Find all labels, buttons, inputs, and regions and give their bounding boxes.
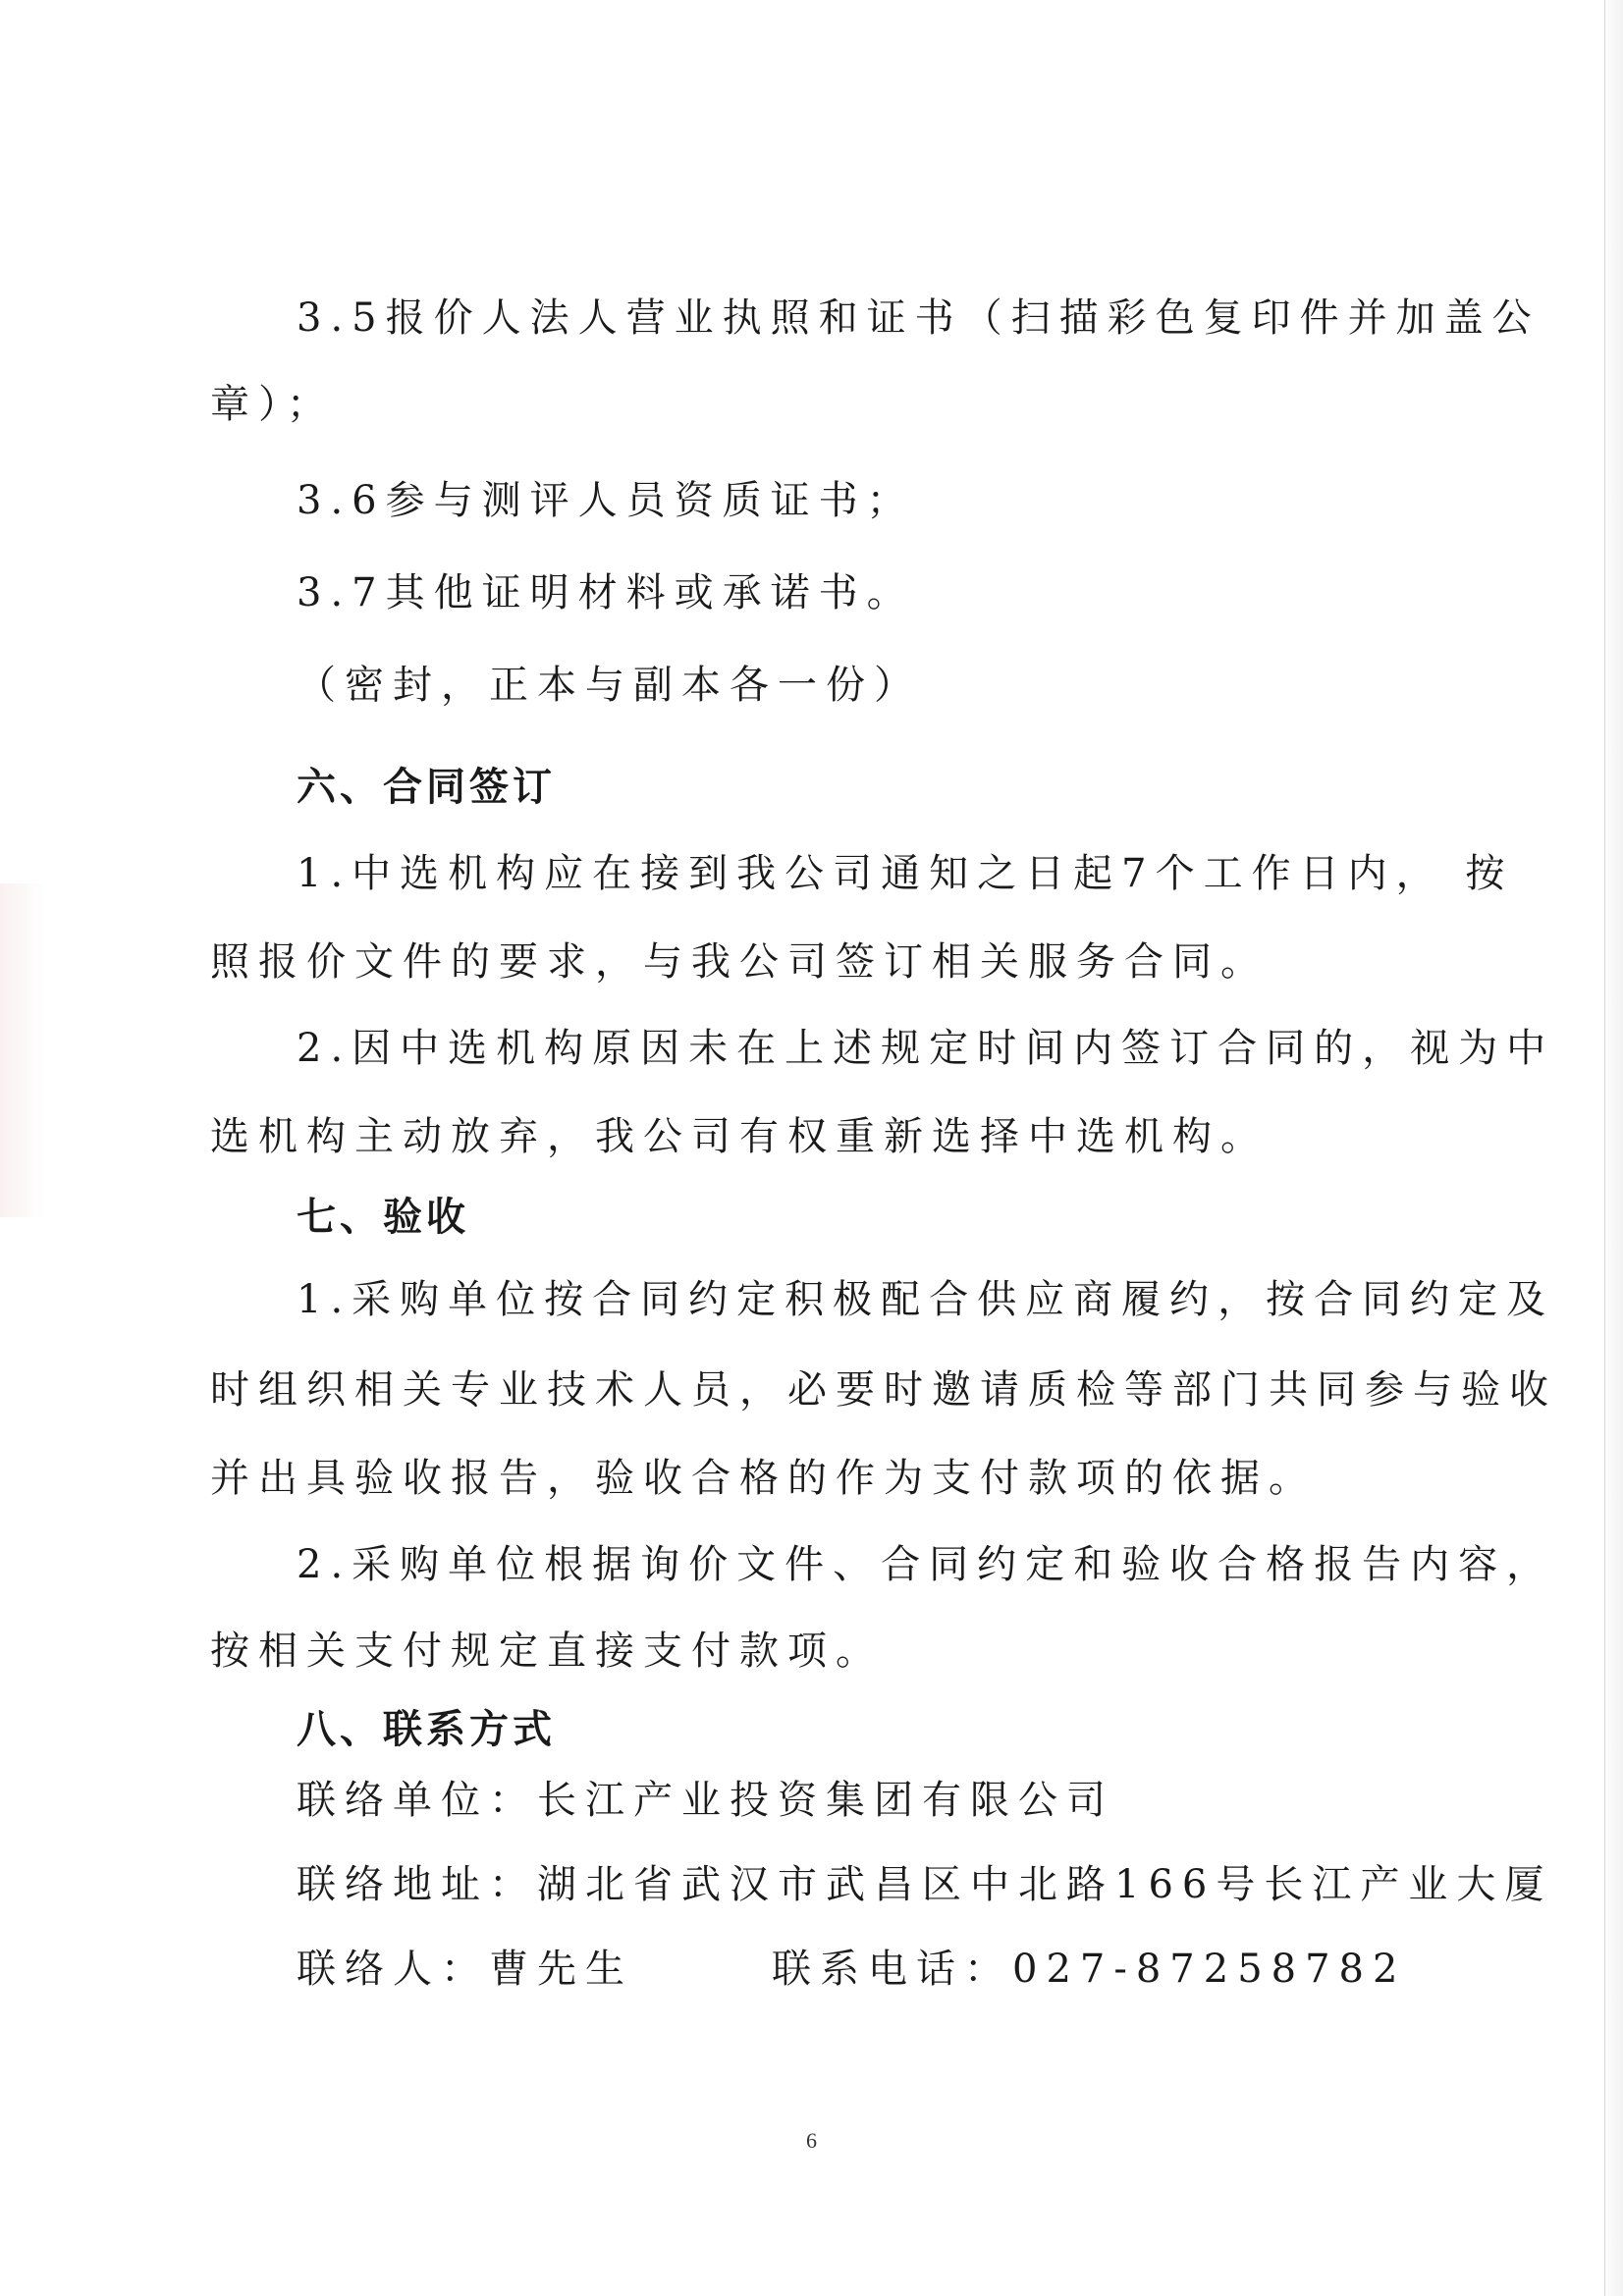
contact-address: 联络地址：湖北省武汉市武昌区中北路166号长江产业大厦 <box>297 1862 1553 1907</box>
item-3-5-line2: 章）； <box>210 382 335 427</box>
acceptance-p1-line1: 1.采购单位按合同约定积极配合供应商履约，按合同约定及 <box>297 1277 1555 1322</box>
item-3-5-line1: 3.5报价人法人营业执照和证书（扫描彩色复印件并加盖公 <box>297 295 1541 341</box>
section-heading-acceptance: 七、验收 <box>297 1195 469 1240</box>
acceptance-p2-line1: 2.采购单位根据询价文件、合同约定和验收合格报告内容， <box>297 1542 1555 1587</box>
page-number: 6 <box>806 2128 817 2153</box>
item-3-6: 3.6参与测评人员资质证书； <box>297 478 915 523</box>
item-3-7: 3.7其他证明材料或承诺书。 <box>297 570 915 615</box>
page-edge-shadow <box>1601 0 1623 2296</box>
section-heading-contact: 八、联系方式 <box>297 1707 556 1752</box>
contact-unit: 联络单位：长江产业投资集团有限公司 <box>297 1778 1114 1823</box>
contract-p1-line2: 照报价文件的要求，与我公司签订相关服务合同。 <box>210 939 1269 985</box>
contact-phone: 联系电话：027-87258782 <box>772 1947 1407 1992</box>
sealing-note: （密封，正本与副本各一份） <box>297 663 922 708</box>
scan-bleed-mark <box>0 883 45 1217</box>
contract-p2-line1: 2.因中选机构原因未在上述规定时间内签订合同的，视为中 <box>297 1026 1555 1071</box>
acceptance-p1-line3: 并出具验收报告，验收合格的作为支付款项的依据。 <box>210 1456 1317 1501</box>
contract-p1-line1: 1.中选机构应在接到我公司通知之日起7个工作日内， 按 <box>297 851 1514 896</box>
contract-p2-line2: 选机构主动放弃，我公司有权重新选择中选机构。 <box>210 1114 1269 1159</box>
acceptance-p1-line2: 时组织相关专业技术人员，必要时邀请质检等部门共同参与验收 <box>210 1367 1557 1413</box>
contact-person: 联络人：曹先生 <box>297 1947 633 1992</box>
section-heading-contract: 六、合同签订 <box>297 765 556 810</box>
acceptance-p2-line2: 按相关支付规定直接支付款项。 <box>210 1629 884 1674</box>
